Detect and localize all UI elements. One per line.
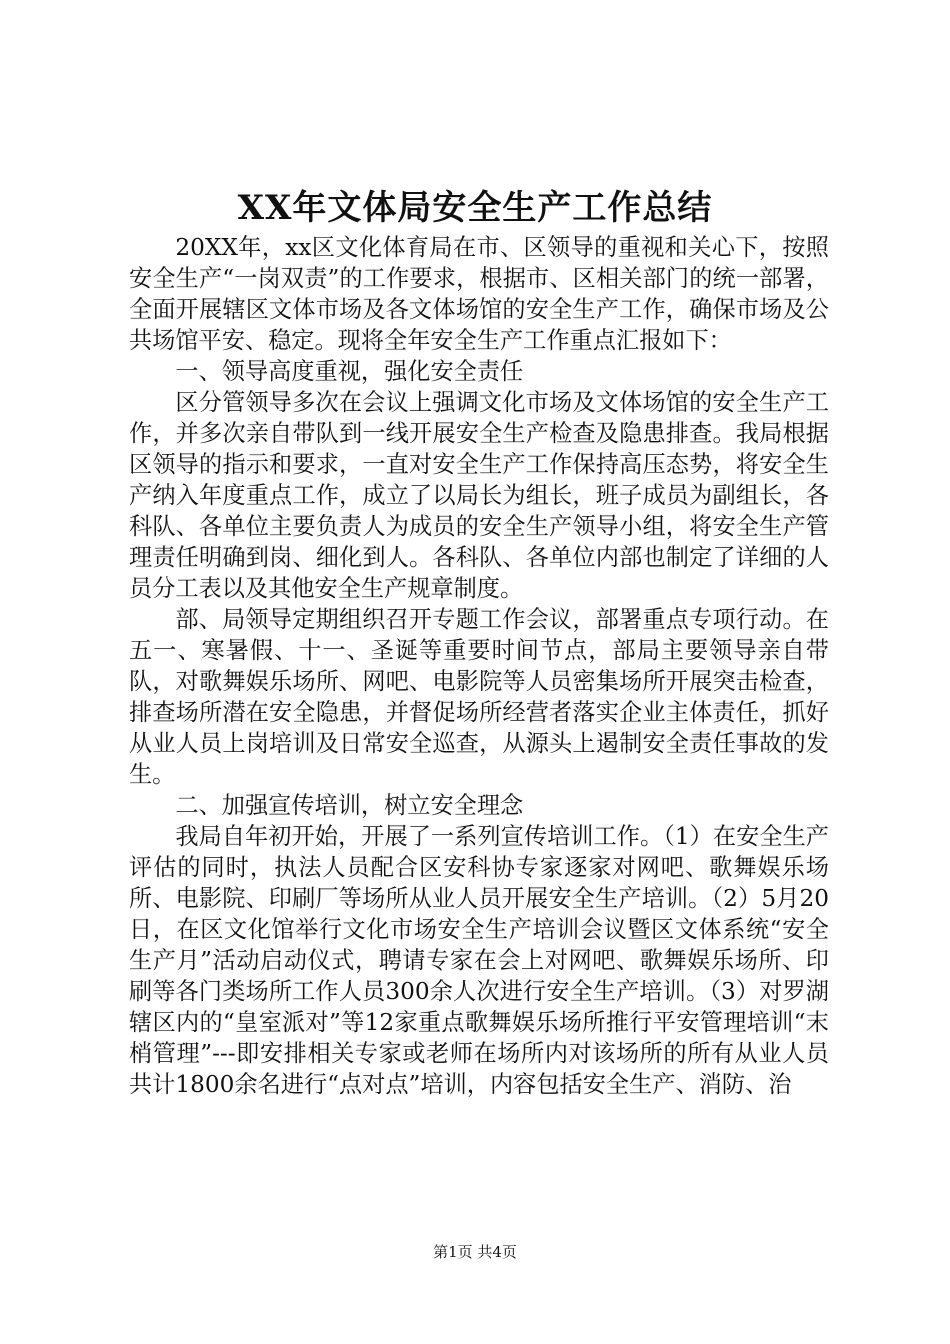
body-paragraph: 我局自年初开始，开展了一系列宣传培训工作。（1）在安全生产评估的同时，执法人员配合区安科协专家逐家对网吧、歌舞娱乐场所、电影院、印刷厂等场所从业人员开展安全生产培训。（2）5月20日，在区文化馆举行文化市场安全生产培训会议暨区文体系统“安全生产月”活动启动仪式，聘请专家在会上对网吧、歌舞娱乐场所、印刷等各门类场所工作人员300余人次进行安全生产培训。（3）对罗湖辖区内的“皇室派对”等12家重点歌舞娱乐场所推行平安管理培训“末梢管理”---即安排相关专家或老师在场所内对该场所的所有从业人员共计1800余名进行“点对点”培训，内容包括安全生产、消防、治 [129, 823, 829, 1098]
section-heading-1: 一、领导高度重视，强化安全责任 [175, 358, 524, 385]
document-body [129, 232, 829, 1100]
body-paragraph: 区分管领导多次在会议上强调文化市场及文体场馆的安全生产工作，并多次亲自带队到一线开展安全生产检查及隐患排查。我局根据区领导的指示和要求，一直对安全生产工作保持高压态势，将安全生产纳入年度重点工作，成立了以局长为组长，班子成员为副组长，各科队、各单位主要负责人为成员的安全生产领导小组，将安全生产管理责任明确到岗、细化到人。各科队、各单位内部也制定了详细的人员分工表以及其他安全生产规章制度。 [129, 389, 829, 602]
intro-paragraph: 20XX年，xx区文化体育局在市、区领导的重视和关心下，按照安全生产“一岗双责”的工作要求，根据市、区相关部门的统一部署，全面开展辖区文体市场及各文体场馆的安全生产工作，确保市场及公共场馆平安、稳定。现将全年安全生产工作重点汇报如下： [129, 234, 829, 354]
document-title: XX年文体局安全生产工作总结 [237, 188, 713, 228]
section-heading-2: 二、加强宣传培训，树立安全理念 [175, 792, 524, 819]
body-paragraph: 部、局领导定期组织召开专题工作会议，部署重点专项行动。在五一、寒暑假、十一、圣诞等重要时间节点，部局主要领导亲自带队，对歌舞娱乐场所、网吧、电影院等人员密集场所开展突击检查，排查场所潜在安全隐患，并督促场所经营者落实企业主体责任，抓好从业人员上岗培训及日常安全巡查，从源头上遏制安全责任事故的发生。 [129, 606, 829, 788]
page-footer: 第1页 共4页 [433, 1243, 517, 1261]
